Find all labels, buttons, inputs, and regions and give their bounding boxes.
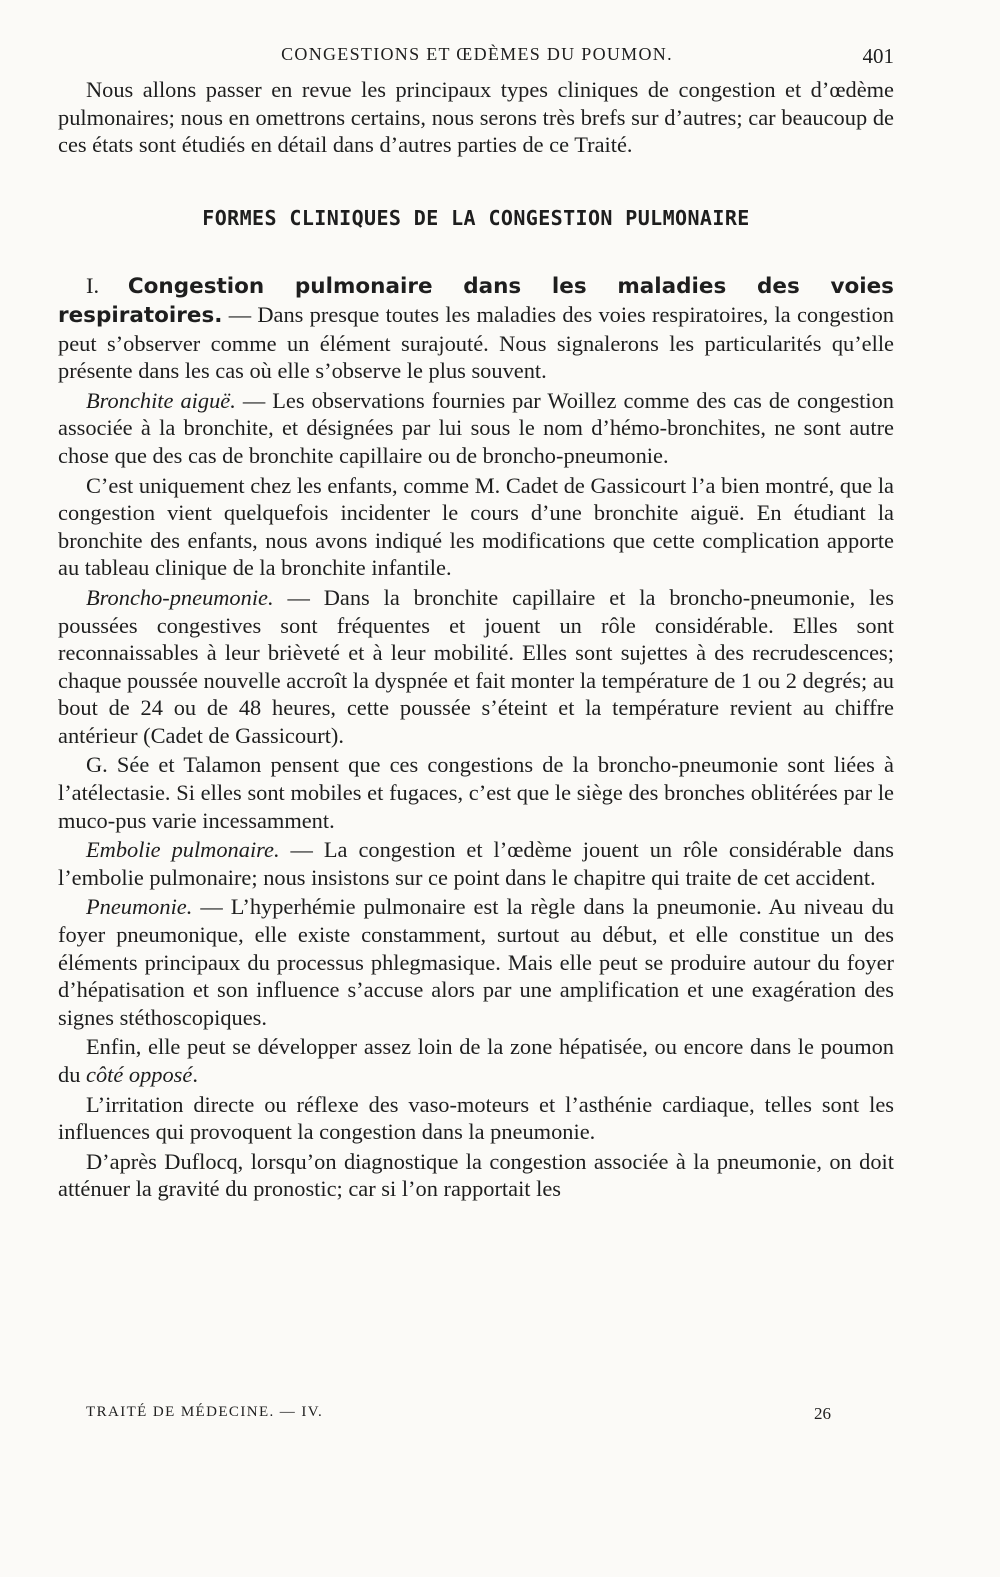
footer-sheet-number: 26 bbox=[814, 1404, 831, 1423]
irritation-paragraph: L’irritation directe ou réflexe des vaso-moteurs et l’asthénie cardiaque, telles sont les influences qui provoquent la congestion dans la pneumonie. bbox=[58, 1091, 894, 1145]
section-heading: FORMES CLINIQUES DE LA CONGESTION PULMONAIRE bbox=[202, 205, 750, 230]
bronchite-lead: Bronchite aiguë. bbox=[86, 387, 236, 413]
broncho-text: — Dans la bronchite capillaire et la broncho-pneumonie, les poussées congestives sont fréquentes et jouent un rôle considérable. Elles sont reconnaissables à leur brièveté et à leur mobilité. Elles sont sujettes à des recrudescences; chaque poussée nouvelle accroît la dyspnée et fait monter la température de 1 ou 2 degrés; au bout de 24 ou de 48 heures, cette poussée s’éteint et la température revient au chiffre antérieur (Cadet de Gassicourt). bbox=[58, 584, 894, 748]
pneumonie-paragraph bbox=[58, 893, 894, 1031]
embolie-paragraph bbox=[58, 836, 894, 891]
running-head bbox=[60, 44, 894, 74]
embolie-lead: Embolie pulmonaire. bbox=[86, 837, 280, 863]
pneumonie-lead: Pneumonie. bbox=[86, 894, 193, 920]
bronchite-text: — Les observations fournies par Woillez comme des cas de congestion associée à la bronchite, et désignées par lui sous le nom d’hémo-bronchites, ne sont autre chose que des cas de bronchite capillaire ou de broncho-pneumonie. bbox=[58, 387, 894, 468]
bronchite-paragraph bbox=[58, 387, 894, 470]
subsection-paragraph bbox=[58, 272, 894, 384]
footer-signature: TRAITÉ DE MÉDECINE. — IV. bbox=[86, 1404, 324, 1420]
enfin-paragraph bbox=[58, 1033, 894, 1088]
page-footer bbox=[86, 1404, 831, 1428]
intro-paragraph: Nous allons passer en revue les principaux types cliniques de congestion et d’œdème pulmonaires; nous en omettrons certains, nous serons très brefs sur d’autres; car beaucoup de ces états sont étudiés en détail dans d’autres parties de ce Traité. bbox=[58, 77, 894, 158]
subsection-title: Congestion pulmonaire dans les maladies des voies respiratoires. bbox=[58, 274, 894, 328]
pneumonie-text: — L’hyperhémie pulmonaire est la règle dans la pneumonie. Au niveau du foyer pneumonique, elle existe constamment, surtout au début, et elle constitue un des éléments principaux du processus phlegmasique. Mais elle peut se produire autour du foyer d’hépatisation et son influence s’accuse alors par une amplification et une exagération des signes stéthoscopiques. bbox=[58, 894, 894, 1030]
subsection-text: — Dans presque toutes les maladies des voies respiratoires, la congestion peut s’observer comme un élément surajouté. Nous signalerons les particularités qu’elle présente dans les cas où elle s’observe le plus souvent. bbox=[58, 301, 894, 384]
embolie-text: — La congestion et l’œdème jouent un rôle considérable dans l’embolie pulmonaire; nous insistons sur ce point dans le chapitre qui traite de cet accident. bbox=[58, 837, 894, 890]
enfin-italic: côté opposé bbox=[86, 1062, 193, 1087]
subsection-number: I. bbox=[86, 273, 100, 299]
enfants-paragraph: C’est uniquement chez les enfants, comme M. Cadet de Gassicourt l’a bien montré, que la congestion vient quelquefois incidenter le cours d’une bronchite aiguë. En étudiant la bronchite des enfants, nous avons indiqué les modifications que cette complication apporte au tableau clinique de la bronchite infantile. bbox=[58, 472, 894, 581]
body-text bbox=[58, 76, 894, 1205]
broncho-paragraph bbox=[58, 584, 894, 750]
duflocq-paragraph: D’après Duflocq, lorsqu’on diagnostique la congestion associée à la pneumonie, on doit atténuer la gravité du pronostic; car si l’on rapportait les bbox=[58, 1148, 894, 1202]
enfin-text: Enfin, elle peut se développer assez loin de la zone hépatisée, ou encore dans le poumon du bbox=[58, 1034, 894, 1087]
see-talamon-paragraph: G. Sée et Talamon pensent que ces congestions de la broncho-pneumonie sont liées à l’atélectasie. Si elles sont mobiles et fugaces, c’est que le siège des bronches oblitérées par le muco-pus varie incessamment. bbox=[58, 752, 894, 833]
page-number: 401 bbox=[862, 44, 894, 68]
broncho-lead: Broncho-pneumonie. bbox=[86, 584, 274, 610]
running-title: CONGESTIONS ET ŒDÈMES DU POUMON. bbox=[281, 44, 673, 64]
enfin-end: . bbox=[192, 1062, 198, 1087]
